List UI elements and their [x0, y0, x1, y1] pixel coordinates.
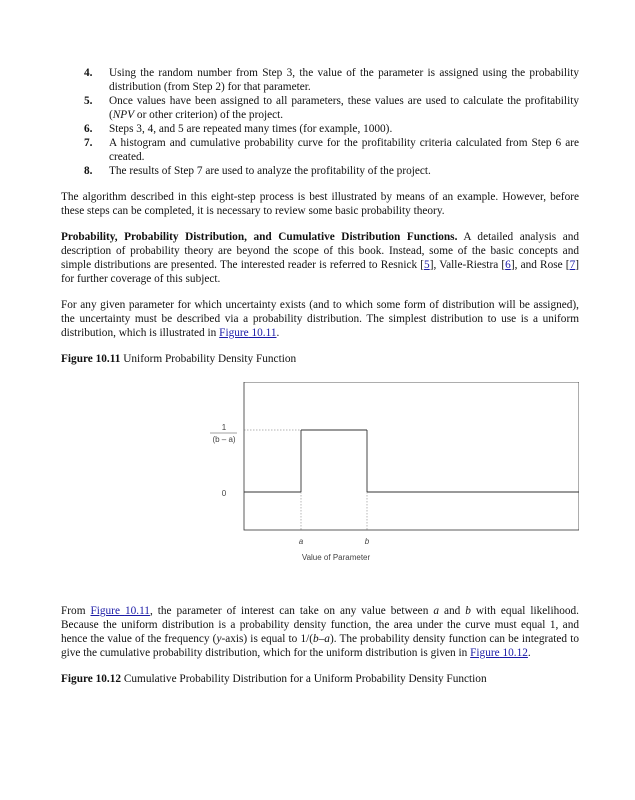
step-text-end: or other criterion) of the project.: [134, 109, 284, 121]
step-number: 7.: [84, 137, 93, 149]
figure-link-10-11[interactable]: [219, 327, 276, 339]
paragraph-uniform: [61, 298, 579, 340]
figure-link-word: Figure: [90, 605, 120, 617]
paragraph-text: -axis) is equal to 1/(: [221, 633, 313, 645]
figure-link-10-12[interactable]: [470, 647, 528, 659]
figure-link-number: 10.11: [124, 605, 150, 617]
figure-link-word: Figure: [470, 647, 500, 659]
figure-caption-10-12: [61, 672, 579, 686]
x-axis-label: Value of Parameter: [301, 553, 371, 562]
document-page: [61, 66, 579, 686]
figure-title: Uniform Probability Density Function: [120, 353, 297, 365]
figure-link-number: 10.12: [502, 647, 528, 659]
list-item: [61, 66, 579, 94]
step-text: Using the random number from Step 3, the value of the parameter is assigned using the probability distribution (from Step 2) for that parameter.: [109, 67, 579, 93]
paragraph-text: , the parameter of interest can take on any value between: [149, 605, 434, 617]
figure-link-number: 10.11: [251, 327, 277, 339]
figure-link-word: Figure: [219, 327, 249, 339]
paragraph-from-figure: [61, 604, 579, 660]
ref-link-6[interactable]: 6: [505, 259, 511, 271]
step-text: Steps 3, 4, and 5 are repeated many times (for example, 1000).: [109, 123, 393, 135]
paragraph-text: .: [276, 327, 280, 339]
y-tick-numerator: 1: [221, 423, 227, 432]
y-tick-denominator: (b – a): [212, 435, 236, 444]
paragraph-text: with equal likelihood. Because the uniform distribution is a probability density function, the area under the curve must equal 1, and hence the value of the frequency (: [61, 605, 579, 645]
figure-label: Figure 10.12: [61, 673, 122, 685]
paragraph-text: ], and Rose [: [510, 259, 570, 271]
variable-y: y: [216, 633, 222, 645]
x-tick-b: b: [364, 537, 370, 546]
paragraph-algorithm: The algorithm described in this eight-step process is best illustrated by means of an example. However, before these steps can be completed, it is necessary to review some basic probability theory.: [61, 191, 579, 217]
y-tick-zero: 0: [221, 489, 227, 498]
step-text: A histogram and cumulative probability curve for the profitability criteria calculated from Step 6 are created.: [109, 137, 579, 163]
paragraph-text: For any given parameter for which uncertainty exists (and to which some form of distribution will be assigned), the uncertainty must be described via a probability distribution. The simplest distribution to use is a uniform distribution, which is illustrated in: [61, 299, 579, 339]
paragraph-text: and: [438, 605, 466, 617]
ref-link-7[interactable]: 7: [569, 259, 576, 271]
chart-svg: [61, 382, 579, 578]
uniform-density-chart: [61, 382, 579, 578]
list-item: [61, 164, 579, 178]
step-list: [61, 66, 579, 178]
paragraph-text: ] for further coverage of this subject.: [61, 259, 579, 285]
ref-link-5[interactable]: 5: [424, 259, 430, 271]
paragraph-probability: [61, 230, 579, 286]
npv-term: NPV: [112, 109, 135, 121]
plot-frame: [244, 382, 579, 530]
paragraph-text: From: [61, 605, 91, 617]
paragraph-text: .: [527, 647, 531, 659]
step-number: 5.: [84, 95, 93, 107]
paragraph-text: ). The probability density function can be integrated to give the cumulative probability distribution, which for the uniform distribution is given in: [61, 633, 579, 659]
variable-a: a: [433, 605, 439, 617]
figure-caption-10-11: [61, 352, 579, 366]
paragraph-text: A detailed analysis and description of probability theory are beyond the scope of this book. Instead, some of the basic concepts and simple distributions are presented. The interested reader is referred to Resnick [: [61, 231, 580, 271]
variable-b-minus-a: b–a: [313, 633, 330, 645]
list-item: [61, 122, 579, 136]
list-item: [61, 136, 579, 164]
step-number: 4.: [84, 67, 93, 79]
figure-title: Cumulative Probability Distribution for a Uniform Probability Density Function: [121, 673, 487, 685]
section-lead: Probability, Probability Distribution, and Cumulative Distribution Functions.: [61, 231, 458, 243]
figure-link-10-11[interactable]: [90, 605, 149, 617]
list-item: [61, 94, 579, 122]
step-number: 8.: [84, 165, 93, 177]
variable-b: b: [465, 605, 471, 617]
paragraph-text: ], Valle-Riestra [: [429, 259, 506, 271]
figure-label: Figure 10.11: [61, 353, 121, 365]
step-number: 6.: [84, 123, 93, 135]
step-text: The results of Step 7 are used to analyze the profitability of the project.: [109, 165, 431, 177]
step-text: Once values have been assigned to all parameters, these values are used to calculate the profitability (: [109, 95, 579, 121]
x-tick-a: a: [298, 537, 304, 546]
